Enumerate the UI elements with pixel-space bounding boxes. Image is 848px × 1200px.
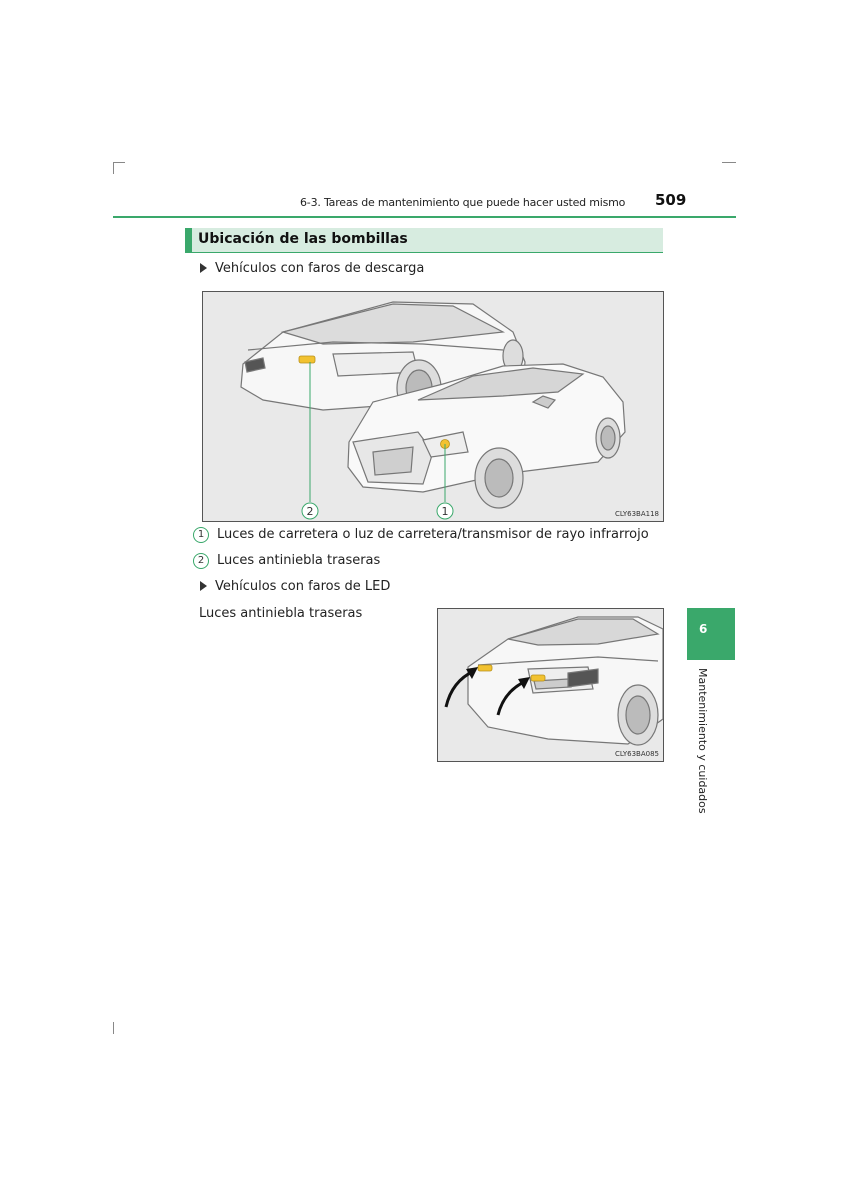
- chapter-number: 6: [699, 622, 708, 636]
- crop-mark-bottom-left-v: [113, 1022, 114, 1034]
- list-item: [193, 527, 649, 543]
- led-rear-car-drawing: [468, 617, 663, 745]
- figure-led: [437, 608, 664, 762]
- rear-fog-highlight: [299, 356, 315, 363]
- chapter-tab: [687, 608, 735, 660]
- chapter-label: [695, 668, 709, 814]
- led-fog-highlight-left: [478, 665, 492, 671]
- led-fog-label: Luces antiniebla traseras: [199, 606, 363, 621]
- crop-mark-top-left-h: [113, 162, 125, 163]
- item-number-1: 1: [193, 527, 209, 543]
- chapter-label-text: Mantenimiento y cuidados: [696, 668, 709, 814]
- triangle-bullet-icon: [200, 581, 207, 591]
- header-section-path: 6-3. Tareas de mantenimiento que puede hacer usted mismo: [300, 196, 626, 209]
- led-fog-highlight-right: [531, 675, 545, 681]
- figure-discharge: [202, 291, 664, 522]
- triangle-bullet-icon: [200, 263, 207, 273]
- figure-code-led: CLY63BA085: [615, 750, 659, 758]
- bullet-discharge-label: Vehículos con faros de descarga: [215, 261, 425, 276]
- item-text-1: Luces de carretera o luz de carretera/transmisor de rayo infrarrojo: [217, 527, 649, 542]
- crop-mark-top-right-h: [722, 162, 736, 163]
- item-text-2: Luces antiniebla traseras: [217, 553, 381, 568]
- bullet-led: [200, 579, 390, 594]
- car-illustration-discharge: [203, 292, 663, 521]
- section-underline: [185, 252, 663, 253]
- callout-1-label: 1: [441, 505, 449, 518]
- bullet-discharge: [200, 261, 424, 276]
- section-title: Ubicación de las bombillas: [198, 231, 408, 247]
- header-rule: [113, 216, 736, 218]
- item-number-2: 2: [193, 553, 209, 569]
- crop-mark-top-left-v: [113, 162, 114, 174]
- car-illustration-led: [438, 609, 663, 761]
- bullet-led-label: Vehículos con faros de LED: [215, 579, 391, 594]
- page-number: 509: [655, 191, 687, 209]
- list-item: [193, 553, 380, 569]
- section-accent: [185, 228, 192, 252]
- figure-code-discharge: CLY63BA118: [615, 510, 659, 518]
- section-title-bar: [185, 228, 663, 252]
- callout-2-label: 2: [306, 505, 314, 518]
